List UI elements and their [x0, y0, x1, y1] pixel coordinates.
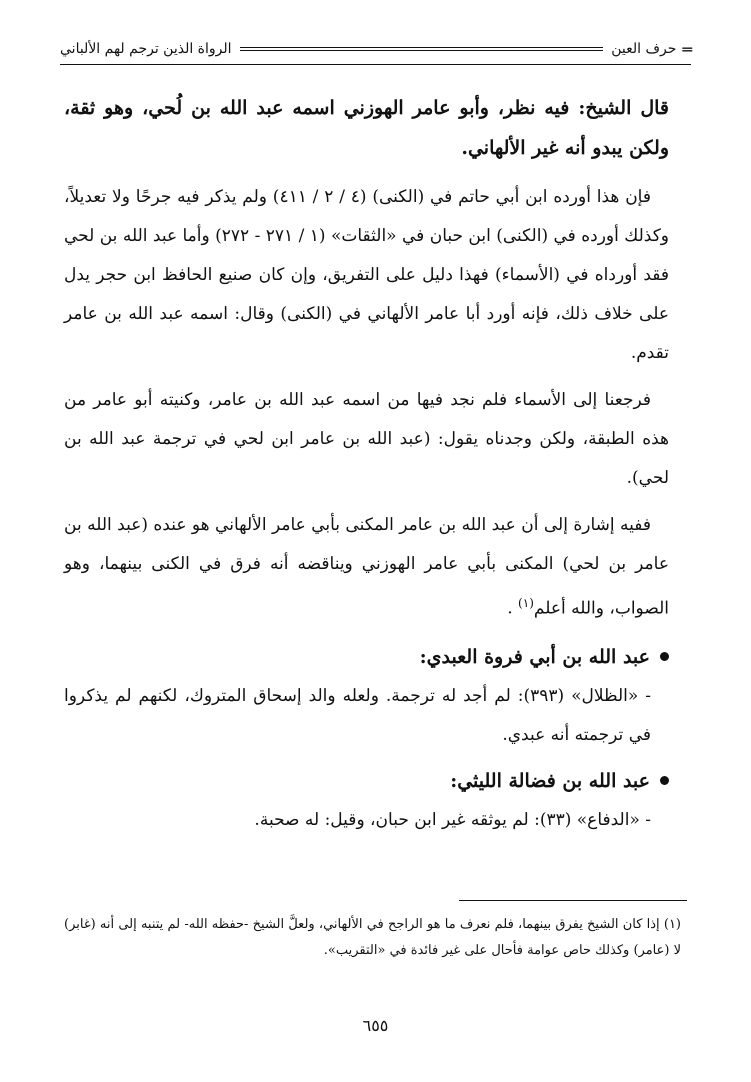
main-text	[64, 88, 669, 846]
entry-heading-text: عبد الله بن أبي فروة العبدي:	[419, 645, 650, 668]
page-number: ٦٥٥	[362, 1016, 389, 1035]
entry-text: - «الدفاع» (٣٣): لم يوثقه غير ابن حبان، وقيل: له صحبة.	[254, 809, 651, 830]
header-divider	[240, 47, 604, 51]
bullet-icon	[660, 776, 669, 785]
footnote: (١) إذا كان الشيخ يفرق بينهما، فلم نعرف ما هو الراجح في الألهاني، ولعلَّ الشيخ -حفظه الله- لم يتنبه إلى أنه (غابر) لا (عامر) وكذلك حاص عوامة فأحال على غير فائدة في «التقريب».	[64, 917, 681, 958]
paragraph: فرجعنا إلى الأسماء فلم نجد فيها من اسمه عبد الله بن عامر، وكنيته أبو عامر من هذه الطبقة، ولكن وجدناه يقول: (عبد الله بن عامر ابن لحي في ترجمة عبد الله بن لحي).	[64, 390, 669, 488]
entry-heading-text: عبد الله بن فضالة الليثي:	[450, 769, 650, 792]
running-header	[60, 34, 691, 64]
book-title: الرواة الذين ترجم لهم الألباني	[60, 41, 232, 57]
chapter-title: حرف العين	[611, 41, 677, 57]
header-rule	[60, 64, 691, 65]
entry-heading	[64, 761, 669, 801]
paragraph-text: ففيه إشارة إلى أن عبد الله بن عامر المكنى بأبي عامر الألهاني هو عنده (عبد الله بن عامر بن لحي) المكنى بأبي عامر الهوزني ويناقضه أنه فرق في الكنى بينهما، وهو الصواب، والله أعلم	[64, 515, 669, 619]
header-marker: ═	[682, 39, 691, 59]
entry-heading	[64, 637, 669, 677]
shaykh-statement: قال الشيخ: فيه نظر، وأبو عامر الهوزني اسمه عبد الله بن لُحي، وهو ثقة، ولكن يبدو أنه غير الألهاني.	[64, 97, 669, 159]
entry-text: - «الظلال» (٣٩٣): لم أجد له ترجمة. ولعله والد إسحاق المتروك، لكنهم لم يذكروا في ترجمته أنه عبدي.	[64, 685, 651, 745]
footnote-rule	[459, 900, 687, 901]
paragraph: فإن هذا أورده ابن أبي حاتم في (الكنى) (٤ / ٢ / ٤١١) ولم يذكر فيه جرحًا ولا تعديلاً، وكذلك أورده في (الكنى) ابن حبان في «الثقات» (١ / ٢٧١ - ٢٧٢) وأما عبد الله بن لحي فقد أورداه في (الأسماء) فهذا دليل على التفريق، وإن كان صنيع الحافظ ابن حجر يدل على خلاف ذلك، فإنه أورد أبا عامر الألهاني في (الكنى) وقال: اسمه عبد الله بن عامر تقدم.	[64, 187, 669, 363]
bullet-icon	[660, 652, 669, 661]
footnote-marker: (١)	[518, 596, 534, 610]
paragraph: ففيه إشارة إلى أن عبد الله بن عامر المكنى بأبي عامر الألهاني هو عنده (عبد الله بن عامر بن لحي) المكنى بأبي عامر الهوزني ويناقضه أنه فرق في الكنى بينهما، وهو الصواب، والله أعلم$^{(١)}$ .	[64, 515, 669, 619]
